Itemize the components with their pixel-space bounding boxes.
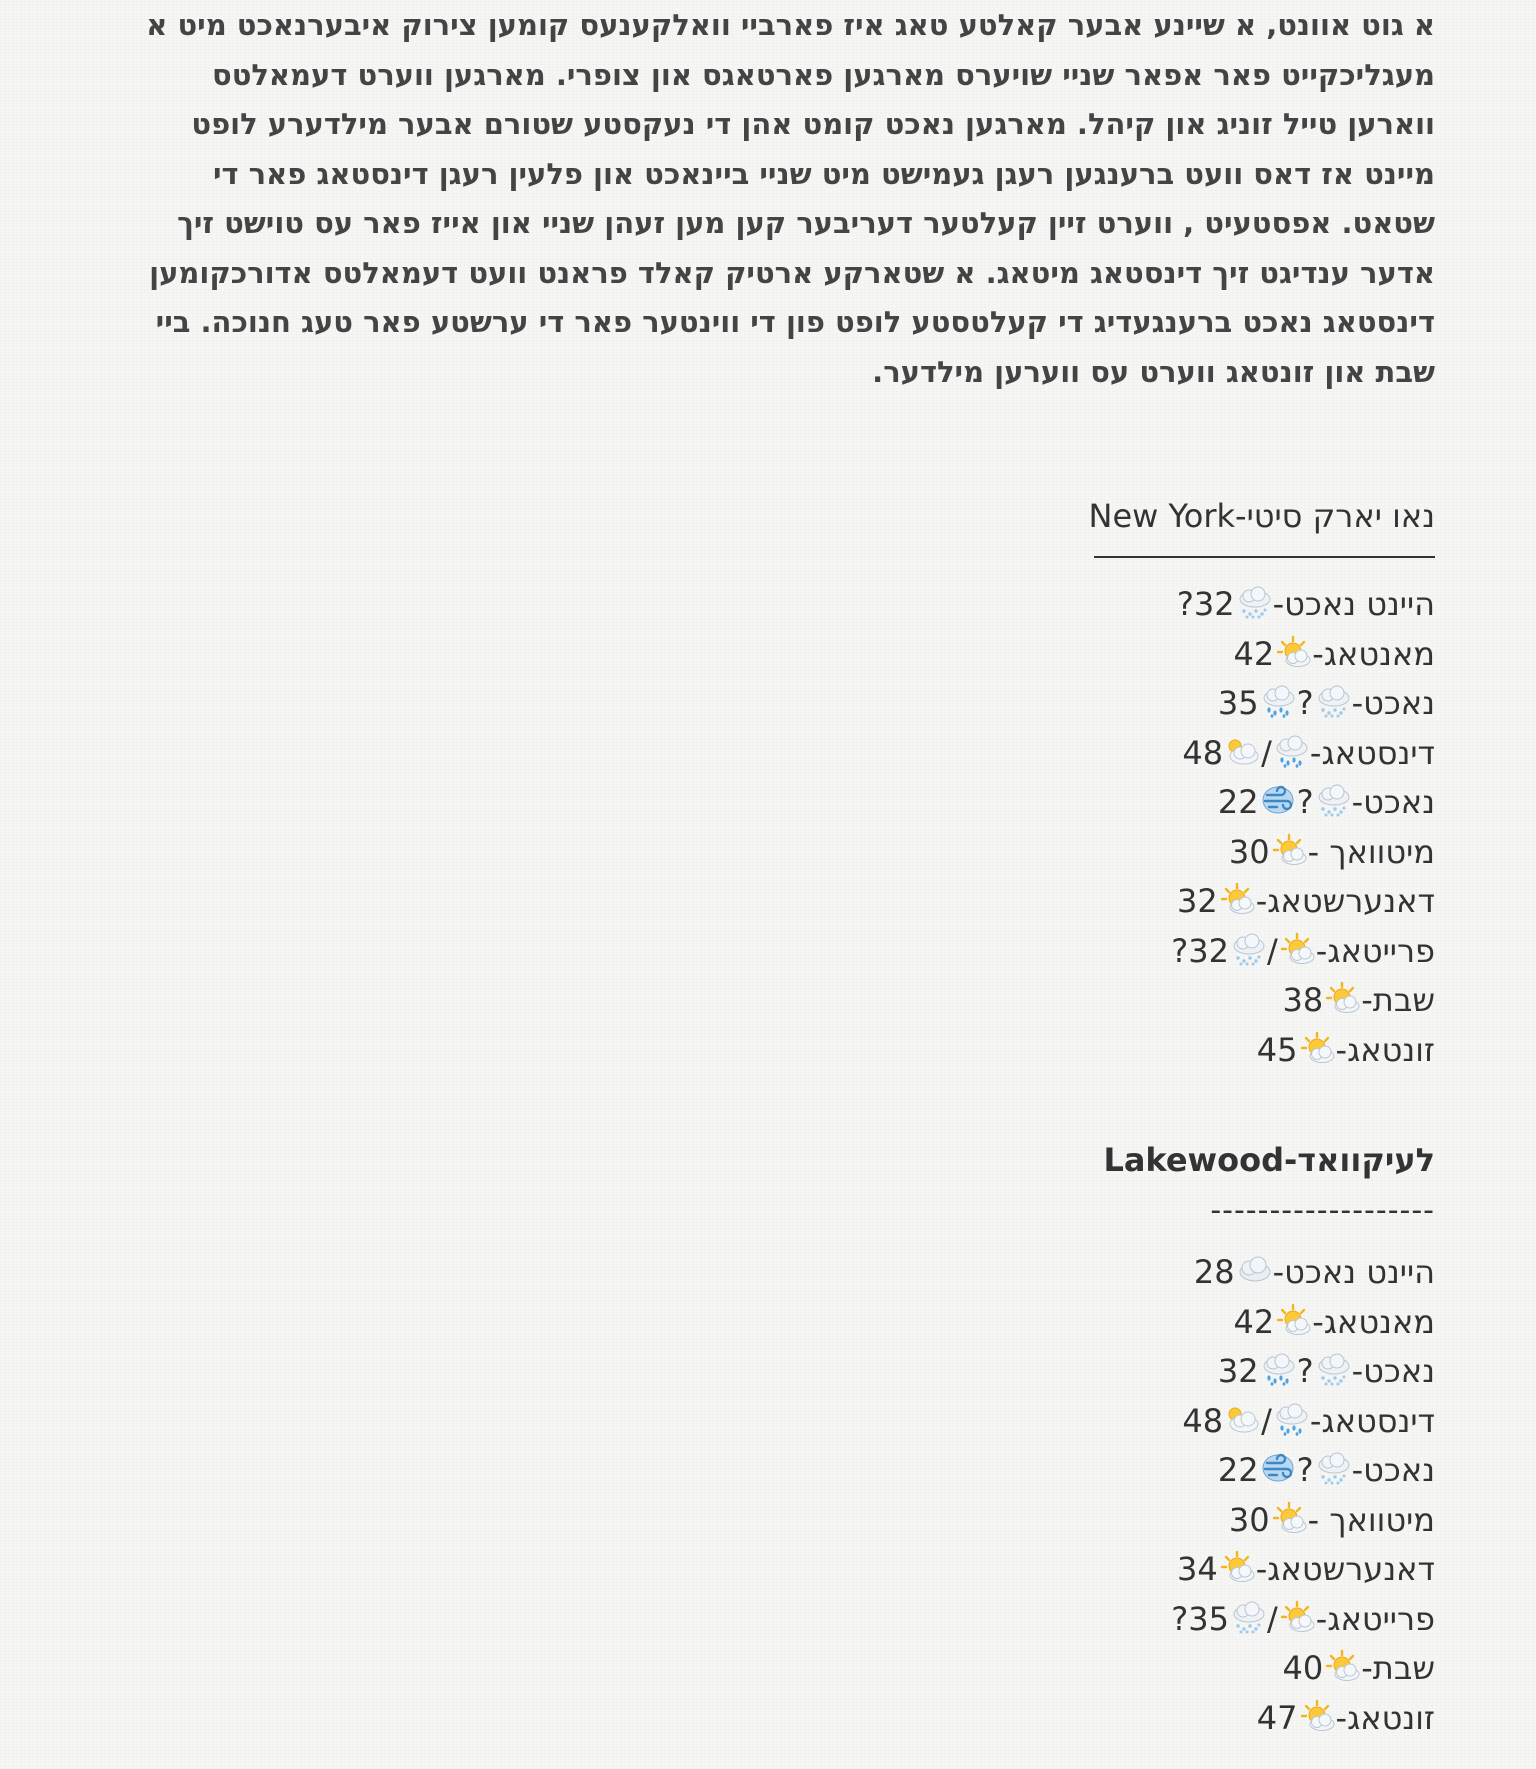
forecast-paragraph	[110, 0, 1435, 397]
paragraph-line: אדער ענדיגט זיך דינסטאג מיטאג. א שטארקע ארטיק קאלד פראנט וועט דעמאלטס אדורכקומען	[149, 255, 1435, 290]
forecast-row	[1103, 1595, 1435, 1645]
forecast-row	[1089, 927, 1435, 977]
forecast-day-label: נאכט-	[1351, 783, 1435, 821]
forecast-temperature: 38	[1282, 981, 1324, 1019]
forecast-row	[1089, 729, 1435, 779]
new-york-forecast	[1089, 492, 1435, 1075]
forecast-separator: ?	[1296, 1352, 1314, 1390]
forecast-temperature: 34	[1176, 1550, 1218, 1588]
forecast-temperature: 45	[1256, 1030, 1298, 1069]
partly-sunny-icon	[1298, 1031, 1336, 1065]
rain-icon	[1272, 734, 1310, 768]
forecast-separator: /	[1261, 1401, 1272, 1440]
partly-sunny-icon	[1218, 882, 1256, 916]
partly-sunny-icon	[1274, 1303, 1312, 1337]
forecast-temperature: 32?	[1176, 585, 1235, 623]
rain-icon	[1259, 1352, 1297, 1386]
rain-snow-icon	[1314, 1352, 1352, 1386]
forecast-temperature: 28	[1193, 1253, 1235, 1291]
forecast-separator: ?	[1296, 1451, 1314, 1489]
forecast-day-label: נאכט-	[1351, 684, 1435, 722]
paragraph-line: ווארען טייל זוניג און קיהל. מארגען נאכט קומט אהן די נעקסטע שטורם אבער מילדערע לופט	[191, 107, 1435, 141]
new-york-forecast-list	[1089, 580, 1435, 1075]
rain-snow-icon	[1314, 684, 1352, 718]
forecast-row	[1089, 877, 1435, 927]
forecast-row	[1103, 1298, 1435, 1348]
paragraph-line: א גוט אוונט, א שיינע אבער קאלטע טאג איז פארביי וואלקענעס קומען צירוק איבערנאכט מיט א	[146, 8, 1435, 42]
forecast-temperature: 48	[1182, 733, 1224, 772]
forecast-day-label: דאנערשטאג-	[1255, 882, 1435, 920]
rain-snow-icon	[1235, 585, 1273, 619]
forecast-temperature: 32	[1176, 882, 1218, 920]
dashed-divider: -------------------	[1210, 1193, 1435, 1228]
paragraph-line: דינסטאג נאכט ברענגעדיג די קעלטסטע לופט פון די ווינטער פאר די ערשטע פאר טעג חנוכה. ביי	[155, 305, 1435, 339]
cloud-sun-icon	[1223, 1402, 1261, 1436]
rain-icon	[1272, 1402, 1310, 1436]
forecast-separator: /	[1266, 931, 1278, 970]
partly-sunny-icon	[1274, 635, 1312, 669]
forecast-row	[1103, 1644, 1435, 1694]
paragraph-line: מעגליכקייט פאר אפאר שניי שויערס מארגען פארטאגס און צופרי. מארגען ווערט דעמאלטס	[211, 57, 1435, 92]
forecast-row	[1103, 1694, 1435, 1744]
lakewood-title: לעיקוואד-Lakewood	[1103, 1141, 1435, 1179]
forecast-temperature: 35?	[1171, 1599, 1229, 1638]
paragraph-line: שטאט. אפסטעיט , ווערט זיין קעלטער דעריבער קען מען זעהן שניי און אייז פאר עס טוישט זיך	[177, 206, 1435, 240]
note-body[interactable]	[110, 0, 1435, 397]
forecast-day-label: זונטאג-	[1335, 1030, 1435, 1069]
partly-sunny-icon	[1323, 1649, 1361, 1683]
forecast-row	[1089, 679, 1435, 729]
forecast-day-label: היינט נאכט-	[1272, 1253, 1435, 1291]
forecast-day-label: פרייטאג-	[1315, 931, 1435, 970]
forecast-row	[1103, 1248, 1435, 1298]
forecast-day-label: זונטאג-	[1335, 1698, 1435, 1737]
wind-icon	[1259, 783, 1297, 817]
forecast-temperature: 40	[1282, 1649, 1324, 1687]
forecast-temperature: 42	[1233, 1302, 1275, 1341]
forecast-day-label: שבת-	[1361, 981, 1435, 1019]
forecast-day-label: פרייטאג-	[1315, 1599, 1435, 1638]
divider-line	[1094, 556, 1435, 558]
forecast-temperature: 22	[1217, 783, 1259, 821]
forecast-temperature: 48	[1182, 1401, 1224, 1440]
partly-sunny-icon	[1278, 1600, 1316, 1634]
partly-sunny-icon	[1270, 1501, 1308, 1535]
forecast-day-label: מאנטאג-	[1312, 634, 1435, 673]
paragraph-line: שבת און זונטאג ווערט עס ווערען מילדער.	[872, 354, 1435, 389]
forecast-row	[1103, 1545, 1435, 1595]
wind-icon	[1259, 1451, 1297, 1485]
forecast-separator: ?	[1296, 684, 1314, 722]
forecast-temperature: 32	[1217, 1352, 1259, 1390]
forecast-row	[1089, 580, 1435, 630]
forecast-day-label: נאכט-	[1351, 1352, 1435, 1390]
forecast-day-label: מיטוואך -	[1307, 1500, 1435, 1539]
forecast-temperature: 35	[1217, 684, 1259, 722]
forecast-separator: ?	[1296, 783, 1314, 821]
paragraph-line: מיינט אז דאס וועט ברענגען רעגן געמישט מיט שניי ביינאכט און פלעין רעגן דינסטאג פאר די	[213, 156, 1435, 191]
partly-sunny-icon	[1278, 932, 1316, 966]
forecast-temperature: 32?	[1171, 931, 1229, 970]
new-york-title: נאו יארק סיטי-New York	[1088, 497, 1435, 535]
partly-sunny-icon	[1323, 981, 1361, 1015]
forecast-row	[1103, 1347, 1435, 1397]
forecast-day-label: שבת-	[1361, 1649, 1435, 1687]
forecast-temperature: 42	[1233, 634, 1275, 673]
forecast-day-label: נאכט-	[1351, 1451, 1435, 1489]
lakewood-forecast-list	[1103, 1248, 1435, 1743]
forecast-temperature: 47	[1256, 1698, 1298, 1737]
forecast-day-label: מיטוואך -	[1307, 832, 1435, 871]
forecast-row	[1103, 1397, 1435, 1447]
partly-sunny-icon	[1270, 833, 1308, 867]
lakewood-forecast	[1103, 1136, 1435, 1743]
rain-snow-icon	[1314, 1451, 1352, 1485]
forecast-day-label: היינט נאכט-	[1272, 585, 1435, 623]
forecast-day-label: דאנערשטאג-	[1255, 1550, 1435, 1588]
forecast-day-label: מאנטאג-	[1312, 1302, 1435, 1341]
forecast-row	[1103, 1496, 1435, 1546]
forecast-day-label: דינסטאג-	[1309, 733, 1435, 772]
forecast-temperature: 30	[1228, 832, 1270, 871]
rain-snow-icon	[1314, 783, 1352, 817]
rain-snow-icon	[1229, 1600, 1267, 1634]
rain-snow-icon	[1229, 932, 1267, 966]
forecast-temperature: 22	[1217, 1451, 1259, 1489]
forecast-temperature: 30	[1228, 1500, 1270, 1539]
forecast-row	[1089, 630, 1435, 680]
forecast-separator: /	[1261, 733, 1272, 772]
cloud-icon	[1235, 1253, 1273, 1287]
forecast-separator: /	[1266, 1599, 1278, 1638]
cloud-sun-icon	[1223, 734, 1261, 768]
forecast-row	[1089, 778, 1435, 828]
forecast-day-label: דינסטאג-	[1309, 1401, 1435, 1440]
forecast-row	[1089, 976, 1435, 1026]
partly-sunny-icon	[1218, 1550, 1256, 1584]
forecast-row	[1103, 1446, 1435, 1496]
forecast-row	[1089, 828, 1435, 878]
rain-icon	[1259, 684, 1297, 718]
forecast-row	[1089, 1026, 1435, 1076]
partly-sunny-icon	[1298, 1699, 1336, 1733]
